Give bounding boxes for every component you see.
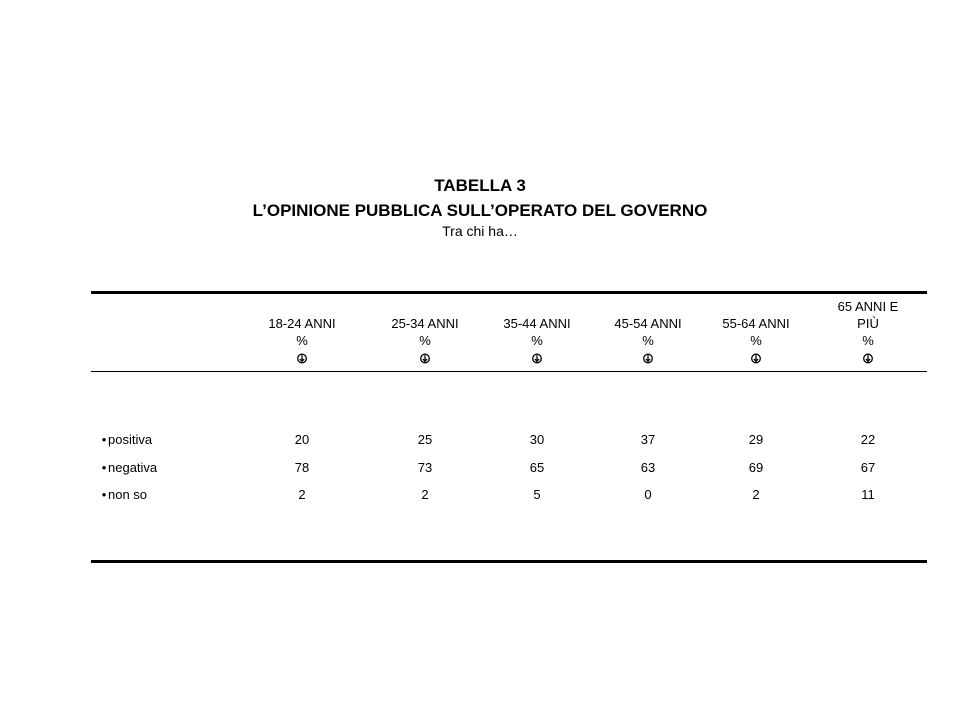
table-cell: 2 xyxy=(421,487,429,502)
down-arrow-icon xyxy=(696,349,816,366)
column-header-line: % xyxy=(419,333,431,348)
row-label xyxy=(100,432,152,447)
table-subtitle: L’OPINIONE PUBBLICA SULL’OPERATO DEL GOVERNO xyxy=(252,201,708,220)
table-cell: 65 xyxy=(529,460,545,475)
table-title: TABELLA 3 xyxy=(434,176,526,195)
table-cell: 67 xyxy=(860,460,876,475)
row-label xyxy=(100,487,147,502)
table-cell: 73 xyxy=(417,460,433,475)
table-cell: 2 xyxy=(752,487,760,502)
down-arrow-icon xyxy=(365,349,485,366)
row-label xyxy=(100,460,157,475)
table-cell: 37 xyxy=(640,432,656,447)
bullet-icon: • xyxy=(101,487,107,502)
column-header-line: % xyxy=(862,333,874,348)
column-header-line: 18-24 ANNI xyxy=(268,316,336,331)
column-header xyxy=(808,298,928,366)
row-label-text: non so xyxy=(108,487,148,502)
table-cell: 63 xyxy=(640,460,656,475)
row-label-text: negativa xyxy=(108,460,158,475)
top-rule xyxy=(91,291,927,294)
column-header-line: % xyxy=(750,333,762,348)
column-header xyxy=(588,315,708,366)
table-cell: 22 xyxy=(860,432,876,447)
down-arrow-icon xyxy=(477,349,597,366)
table-cell: 25 xyxy=(417,432,433,447)
column-header-line: % xyxy=(296,333,308,348)
table-cell: 29 xyxy=(748,432,764,447)
column-header xyxy=(477,315,597,366)
table-caption: Tra chi ha… xyxy=(442,223,518,239)
table-cell: 5 xyxy=(533,487,541,502)
column-header-line: 45-54 ANNI xyxy=(614,316,682,331)
column-header xyxy=(365,315,485,366)
column-header-line: 65 ANNI E xyxy=(837,299,899,314)
column-header-line: % xyxy=(531,333,543,348)
column-header-line: 25-34 ANNI xyxy=(391,316,459,331)
bullet-icon: • xyxy=(101,432,107,447)
down-arrow-icon xyxy=(242,349,362,366)
table-cell: 69 xyxy=(748,460,764,475)
bullet-icon: • xyxy=(101,460,107,475)
table-cell: 20 xyxy=(294,432,310,447)
table-cell: 2 xyxy=(298,487,306,502)
column-header-line: % xyxy=(642,333,654,348)
table-cell: 30 xyxy=(529,432,545,447)
bottom-rule xyxy=(91,560,927,563)
down-arrow-icon xyxy=(808,349,928,366)
table-cell: 0 xyxy=(644,487,652,502)
column-header-line: 55-64 ANNI xyxy=(722,316,790,331)
header-rule xyxy=(91,371,927,372)
column-header-line: PIÙ xyxy=(857,316,879,331)
row-label-text: positiva xyxy=(108,432,153,447)
table-cell: 11 xyxy=(861,487,875,502)
column-header-line: 35-44 ANNI xyxy=(503,316,571,331)
down-arrow-icon xyxy=(588,349,708,366)
table-cell: 78 xyxy=(294,460,310,475)
column-header xyxy=(242,315,362,366)
column-header xyxy=(696,315,816,366)
